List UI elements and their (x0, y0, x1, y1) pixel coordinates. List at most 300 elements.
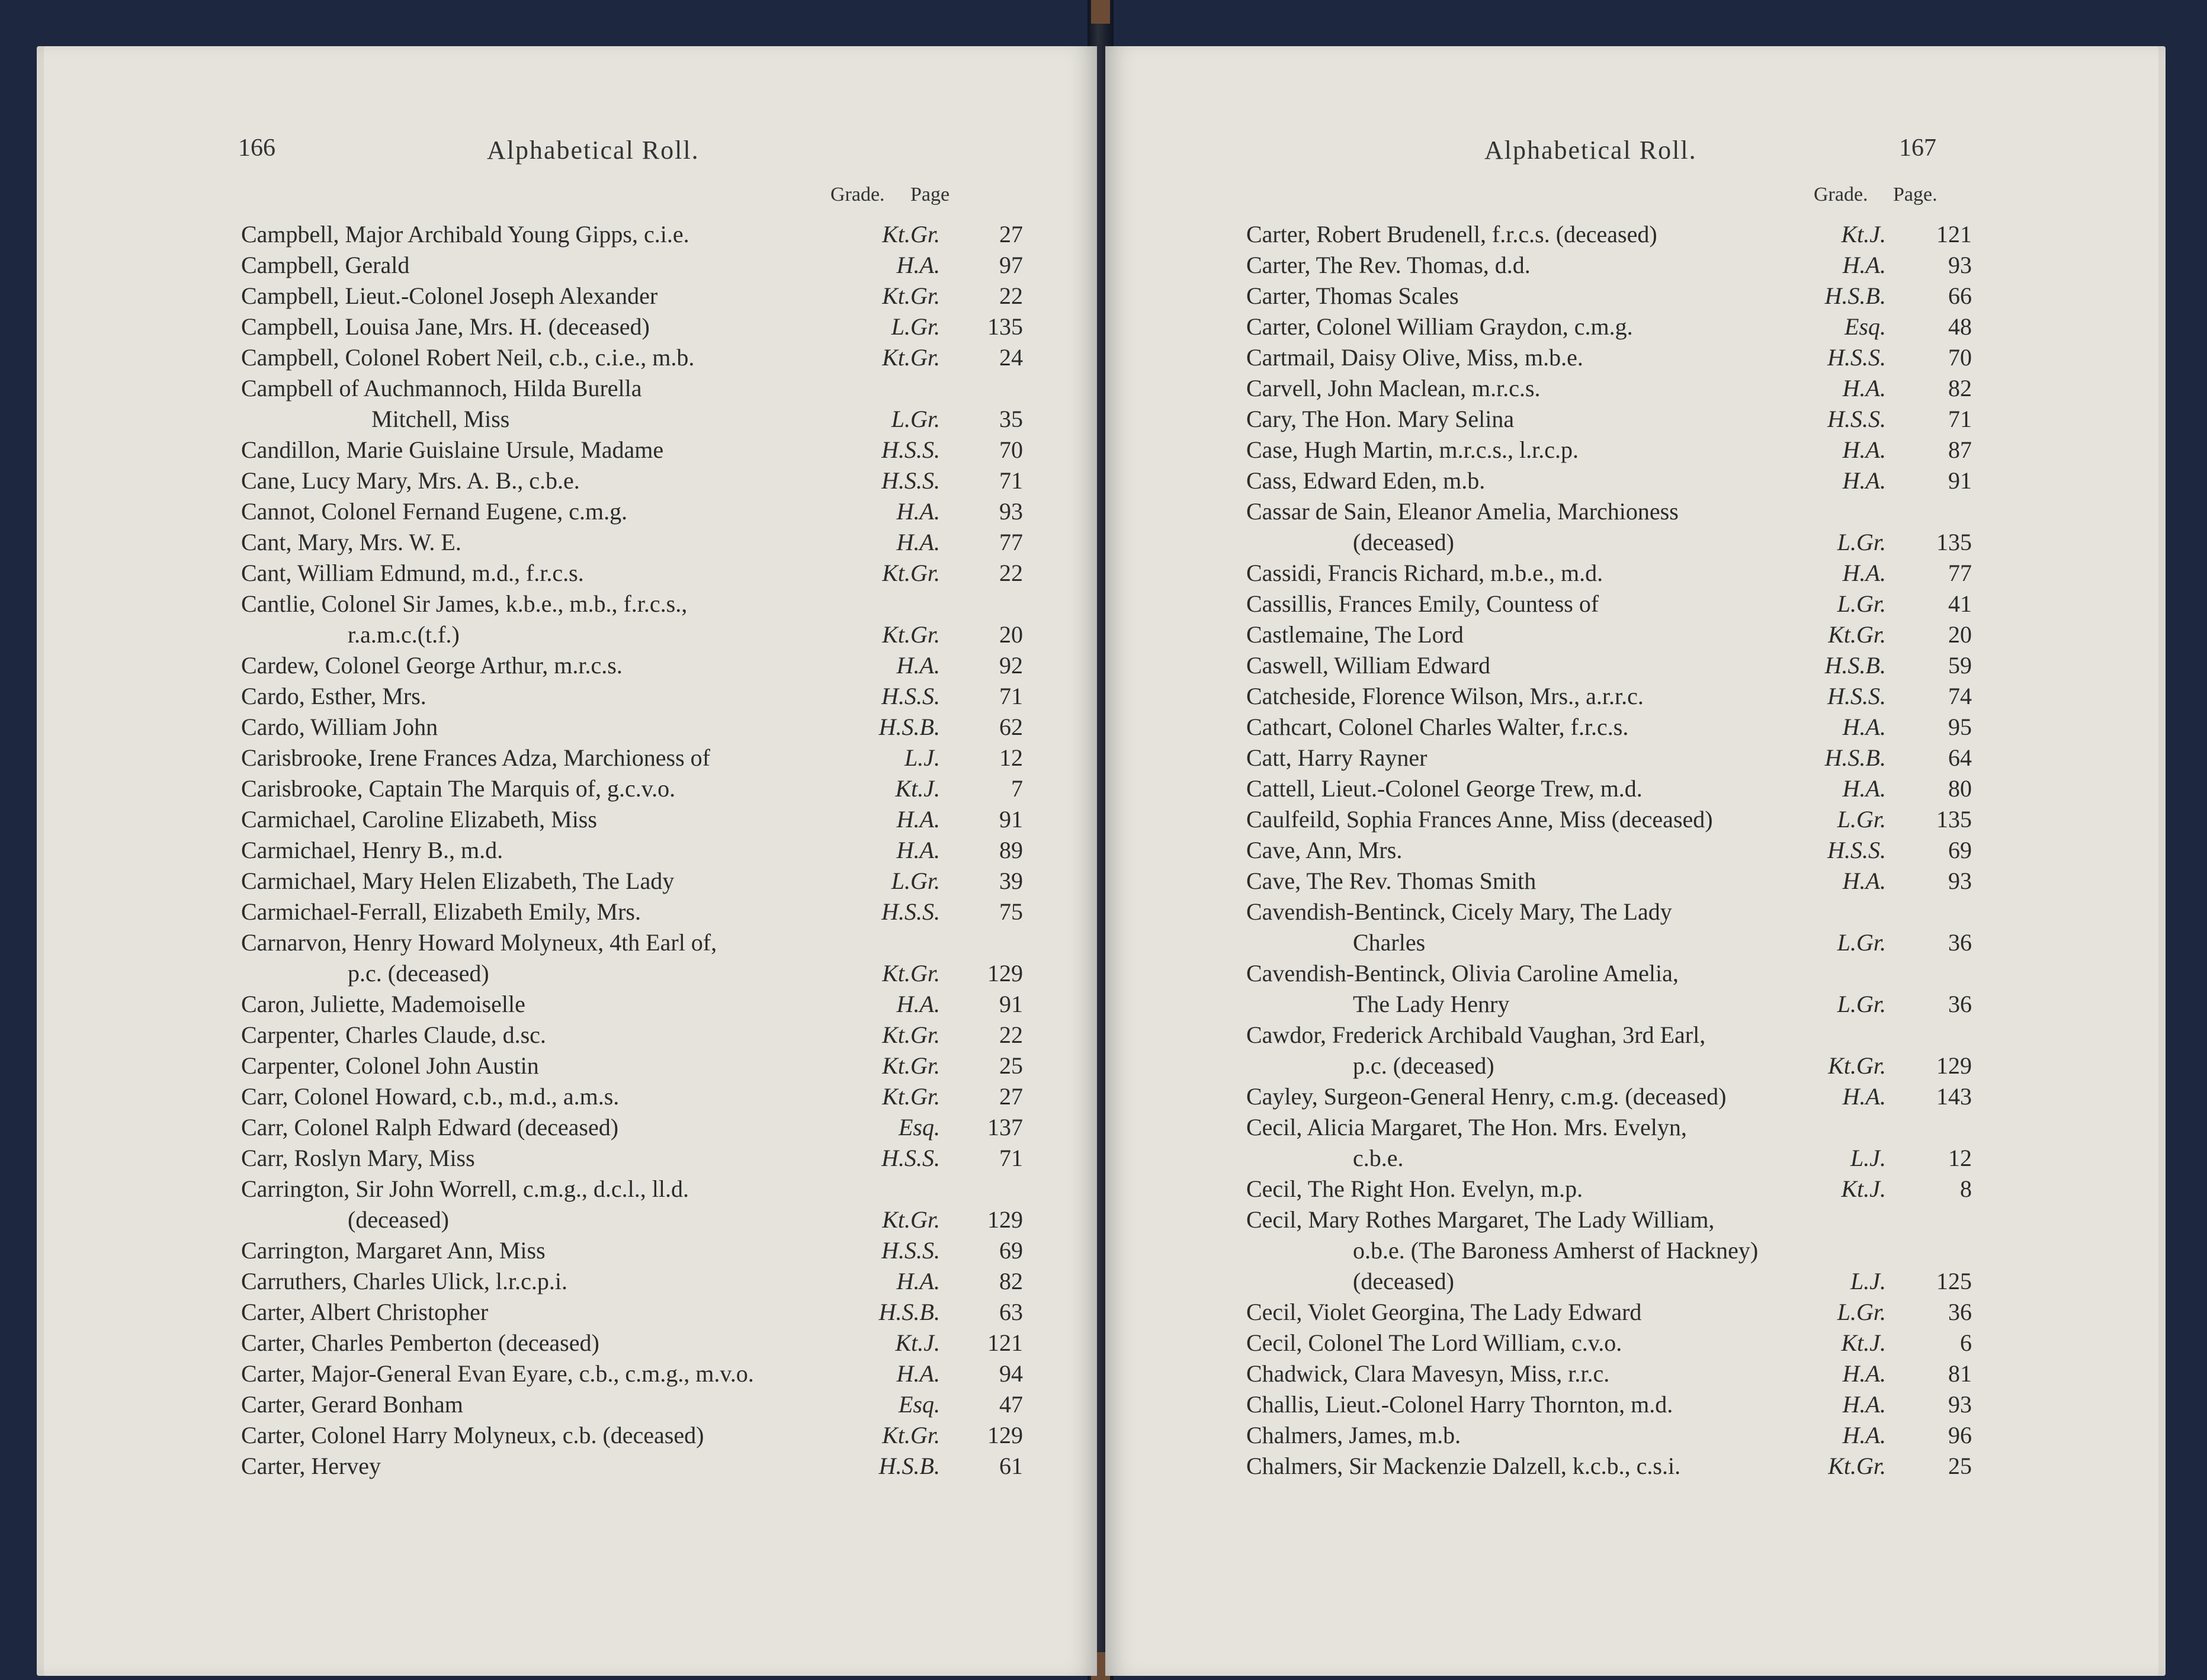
entry-name: Carter, Charles Pemberton (deceased) (241, 1329, 599, 1356)
spine-cap-top (1091, 0, 1110, 24)
entry-grade: H.A. (1842, 1360, 1886, 1387)
left-page (37, 46, 1097, 1676)
entry-name: Carruthers, Charles Ulick, l.r.c.p.i. (241, 1268, 567, 1294)
entry-grade: H.A. (1842, 375, 1886, 401)
entry-grade: H.S.S. (1827, 837, 1886, 863)
roll-entry (241, 1389, 1041, 1420)
entry-grade: H.A. (1842, 775, 1886, 802)
entry-grade: Kt.J. (1841, 1329, 1886, 1356)
entry-name: Carnarvon, Henry Howard Molyneux, 4th Earl of, (241, 929, 717, 956)
entry-name: The Lady Henry (1353, 991, 1510, 1017)
entry-name: Case, Hugh Martin, m.r.c.s., l.r.c.p. (1246, 436, 1579, 463)
entry-page: 135 (1936, 806, 1972, 833)
entry-name: Carisbrooke, Irene Frances Adza, Marchioness of (241, 744, 710, 771)
roll-entry (241, 989, 1041, 1020)
entry-page: 22 (999, 560, 1023, 586)
roll-entry (1246, 1112, 2076, 1143)
entry-name: Cassar de Sain, Eleanor Amelia, Marchioness (1246, 498, 1679, 525)
entry-name: Challis, Lieut.-Colonel Harry Thornton, m.d. (1246, 1391, 1673, 1418)
entry-name: Cattell, Lieut.-Colonel George Trew, m.d. (1246, 775, 1643, 802)
roll-entry (1246, 465, 2076, 496)
entry-grade: H.S.S. (881, 467, 940, 494)
roll-entry (1246, 958, 2076, 989)
entry-grade: H.A. (1842, 560, 1886, 586)
entry-grade: L.Gr. (1837, 529, 1886, 555)
entry-page: 36 (1948, 1299, 1972, 1325)
entry-grade: H.A. (896, 1360, 940, 1387)
entry-name: Carter, Robert Brudenell, f.r.c.s. (deceased) (1246, 221, 1657, 248)
roll-entry (1246, 219, 2076, 250)
entry-name: Campbell, Louisa Jane, Mrs. H. (deceased) (241, 313, 650, 340)
entry-page: 8 (1960, 1175, 1972, 1202)
roll-entry (241, 1112, 1041, 1143)
entry-name: Cannot, Colonel Fernand Eugene, c.m.g. (241, 498, 628, 525)
entry-name: Cayley, Surgeon-General Henry, c.m.g. (deceased) (1246, 1083, 1727, 1110)
entry-grade: H.A. (896, 252, 940, 278)
entry-page: 36 (1948, 991, 1972, 1017)
roll-entry (1246, 712, 2076, 743)
entry-grade: H.S.S. (1827, 406, 1886, 432)
entry-name: Cassidi, Francis Richard, m.b.e., m.d. (1246, 560, 1603, 586)
roll-entry (1246, 1143, 2076, 1174)
entry-grade: H.S.S. (881, 1237, 940, 1264)
entry-name: Carmichael, Caroline Elizabeth, Miss (241, 806, 597, 833)
entry-grade: H.A. (1842, 467, 1886, 494)
entry-page: 7 (1011, 775, 1023, 802)
entry-page: 135 (987, 313, 1023, 340)
entry-page: 125 (1936, 1268, 1972, 1294)
roll-entry (1246, 1020, 2076, 1051)
entry-page: 93 (999, 498, 1023, 525)
entry-page: 27 (999, 1083, 1023, 1110)
entry-name: Cavendish-Bentinck, Olivia Caroline Amelia, (1246, 960, 1679, 987)
entry-page: 82 (1948, 375, 1972, 401)
entry-name: Carmichael, Henry B., m.d. (241, 837, 503, 863)
roll-entry (241, 712, 1041, 743)
entry-grade: L.Gr. (1837, 929, 1886, 956)
entry-page: 25 (1948, 1453, 1972, 1479)
running-head: Alphabetical Roll. (1484, 136, 1697, 165)
entry-page: 94 (999, 1360, 1023, 1387)
grade-column-header: Grade. (1814, 184, 1868, 205)
entry-page: 129 (1936, 1052, 1972, 1079)
entry-grade: H.A. (896, 529, 940, 555)
roll-entry (1246, 1266, 2076, 1297)
roll-entry (1246, 1358, 2076, 1389)
entry-page: 91 (1948, 467, 1972, 494)
entry-grade: H.A. (1842, 436, 1886, 463)
entry-name: Cecil, Mary Rothes Margaret, The Lady William, (1246, 1206, 1715, 1233)
page-number: 167 (1899, 134, 1936, 162)
entry-name: c.b.e. (1353, 1145, 1404, 1171)
entry-name: Castlemaine, The Lord (1246, 621, 1464, 648)
entry-grade: Kt.Gr. (882, 1083, 940, 1110)
entry-page: 47 (999, 1391, 1023, 1418)
entry-grade: Esq. (1844, 313, 1886, 340)
entry-grade: L.Gr. (891, 313, 940, 340)
entry-page: 77 (1948, 560, 1972, 586)
entry-page: 12 (1948, 1145, 1972, 1171)
entry-grade: H.S.S. (881, 898, 940, 925)
page-number: 166 (238, 134, 275, 162)
roll-entry (1246, 404, 2076, 435)
entry-name: Cant, William Edmund, m.d., f.r.c.s. (241, 560, 584, 586)
roll-entry (1246, 496, 2076, 527)
roll-entry (241, 1328, 1041, 1358)
entry-name: Cavendish-Bentinck, Cicely Mary, The Lady (1246, 898, 1672, 925)
entry-grade: H.S.B. (878, 1299, 940, 1325)
entry-page: 62 (999, 714, 1023, 740)
entry-grade: Kt.Gr. (882, 282, 940, 309)
roll-entry (1246, 773, 2076, 804)
roll-entry (241, 927, 1041, 958)
roll-entry (1246, 743, 2076, 773)
roll-entry (1246, 1389, 2076, 1420)
entry-name: Carvell, John Maclean, m.r.c.s. (1246, 375, 1541, 401)
roll-entry (1246, 250, 2076, 281)
entry-name: Cass, Edward Eden, m.b. (1246, 467, 1486, 494)
roll-entry (1246, 804, 2076, 835)
entry-grade: H.A. (1842, 252, 1886, 278)
entry-grade: H.S.B. (1824, 282, 1886, 309)
entry-name: p.c. (deceased) (1353, 1052, 1494, 1079)
entry-grade: L.J. (904, 744, 940, 771)
entry-name: Carter, Albert Christopher (241, 1299, 489, 1325)
entry-grade: H.A. (1842, 714, 1886, 740)
entry-grade: H.S.B. (1824, 652, 1886, 679)
roll-entry (241, 1051, 1041, 1081)
entry-name: Cardo, William John (241, 714, 438, 740)
roll-entry (241, 404, 1041, 435)
entry-name: Cartmail, Daisy Olive, Miss, m.b.e. (1246, 344, 1583, 371)
entry-grade: H.A. (1842, 868, 1886, 894)
roll-entry (241, 1420, 1041, 1451)
entry-page: 96 (1948, 1422, 1972, 1448)
roll-entry (241, 1266, 1041, 1297)
entry-page: 91 (999, 991, 1023, 1017)
entry-grade: H.A. (896, 1268, 940, 1294)
roll-entries (1246, 219, 2076, 1482)
entry-name: Carpenter, Colonel John Austin (241, 1052, 539, 1079)
entry-name: Carter, Colonel Harry Molyneux, c.b. (deceased) (241, 1422, 704, 1448)
entry-grade: H.S.S. (881, 683, 940, 709)
entry-name: Campbell, Gerald (241, 252, 410, 278)
entry-page: 6 (1960, 1329, 1972, 1356)
entry-page: 20 (1948, 621, 1972, 648)
entry-name: Caron, Juliette, Mademoiselle (241, 991, 525, 1017)
entry-name: Carter, The Rev. Thomas, d.d. (1246, 252, 1531, 278)
entry-name: Cave, The Rev. Thomas Smith (1246, 868, 1536, 894)
entry-page: 36 (1948, 929, 1972, 956)
entry-name: Carter, Hervey (241, 1453, 381, 1479)
entry-name: Campbell, Colonel Robert Neil, c.b., c.i.e., m.b. (241, 344, 695, 371)
entry-name: Caulfeild, Sophia Frances Anne, Miss (deceased) (1246, 806, 1713, 833)
entry-grade: L.Gr. (1837, 1299, 1886, 1325)
entry-grade: L.Gr. (1837, 590, 1886, 617)
entry-name: Carter, Gerard Bonham (241, 1391, 463, 1418)
entry-grade: Kt.J. (895, 775, 940, 802)
roll-entry (1246, 1235, 2076, 1266)
entry-page: 35 (999, 406, 1023, 432)
roll-entry (241, 773, 1041, 804)
entry-page: 75 (999, 898, 1023, 925)
page-column-header: Page. (1893, 184, 1937, 205)
entry-name: Campbell, Major Archibald Young Gipps, c.i.e. (241, 221, 689, 248)
entry-grade: Kt.Gr. (1828, 1052, 1886, 1079)
entry-page: 135 (1936, 529, 1972, 555)
roll-entry (241, 1081, 1041, 1112)
entry-grade: H.A. (896, 652, 940, 679)
entry-name: Catcheside, Florence Wilson, Mrs., a.r.r.c. (1246, 683, 1644, 709)
entry-grade: Kt.Gr. (882, 1022, 940, 1048)
entry-page: 97 (999, 252, 1023, 278)
entry-grade: Kt.J. (895, 1329, 940, 1356)
entry-grade: Esq. (899, 1114, 940, 1141)
entry-page: 93 (1948, 868, 1972, 894)
entry-page: 95 (1948, 714, 1972, 740)
entry-grade: L.Gr. (1837, 991, 1886, 1017)
roll-entry (241, 619, 1041, 650)
entry-grade: H.S.S. (1827, 683, 1886, 709)
entry-grade: H.A. (896, 837, 940, 863)
roll-entry (241, 250, 1041, 281)
entry-page: 89 (999, 837, 1023, 863)
roll-entry (1246, 1297, 2076, 1328)
entry-page: 77 (999, 529, 1023, 555)
entry-name: Carter, Major-General Evan Eyare, c.b., c.m.g., m.v.o. (241, 1360, 754, 1387)
roll-entry (241, 281, 1041, 311)
entry-page: 27 (999, 221, 1023, 248)
roll-entry (1246, 1081, 2076, 1112)
entry-page: 129 (987, 960, 1023, 987)
entry-name: Cassillis, Frances Emily, Countess of (1246, 590, 1599, 617)
entry-page: 66 (1948, 282, 1972, 309)
entry-page: 59 (1948, 652, 1972, 679)
entry-page: 129 (987, 1422, 1023, 1448)
entry-page: 24 (999, 344, 1023, 371)
entry-name: Carr, Roslyn Mary, Miss (241, 1145, 475, 1171)
entry-grade: H.S.B. (878, 714, 940, 740)
entry-name: p.c. (deceased) (348, 960, 489, 987)
roll-entry (241, 897, 1041, 927)
entry-page: 12 (999, 744, 1023, 771)
roll-entry (241, 373, 1041, 404)
entry-name: Carisbrooke, Captain The Marquis of, g.c.v.o. (241, 775, 676, 802)
entry-page: 48 (1948, 313, 1972, 340)
roll-entry (1246, 1420, 2076, 1451)
roll-entry (1246, 927, 2076, 958)
entry-name: Carter, Colonel William Graydon, c.m.g. (1246, 313, 1633, 340)
entry-page: 121 (987, 1329, 1023, 1356)
entry-grade: Kt.Gr. (882, 560, 940, 586)
entry-name: Carter, Thomas Scales (1246, 282, 1459, 309)
roll-entry (241, 866, 1041, 897)
entry-name: (deceased) (1353, 1268, 1454, 1294)
roll-entry (1246, 342, 2076, 373)
entry-page: 92 (999, 652, 1023, 679)
entry-page: 71 (999, 1145, 1023, 1171)
roll-entry (241, 650, 1041, 681)
entry-grade: Kt.Gr. (882, 1052, 940, 1079)
roll-entry (241, 1297, 1041, 1328)
entry-name: Campbell of Auchmannoch, Hilda Burella (241, 375, 642, 401)
roll-entry (241, 1020, 1041, 1051)
entry-grade: Kt.J. (1841, 221, 1886, 248)
roll-entry (241, 958, 1041, 989)
entry-grade: L.Gr. (1837, 806, 1886, 833)
grade-column-header: Grade. (830, 184, 885, 205)
entry-name: r.a.m.c.(t.f.) (348, 621, 460, 648)
entry-name: Carmichael, Mary Helen Elizabeth, The Lady (241, 868, 675, 894)
roll-entry (241, 1143, 1041, 1174)
entry-page: 69 (999, 1237, 1023, 1264)
roll-entry (1246, 311, 2076, 342)
entry-name: Campbell, Lieut.-Colonel Joseph Alexander (241, 282, 658, 309)
entry-page: 25 (999, 1052, 1023, 1079)
roll-entry (1246, 989, 2076, 1020)
entry-page: 63 (999, 1299, 1023, 1325)
roll-entry (241, 219, 1041, 250)
roll-entry (1246, 281, 2076, 311)
entry-page: 82 (999, 1268, 1023, 1294)
entry-grade: Kt.Gr. (882, 621, 940, 648)
roll-entry (1246, 435, 2076, 465)
roll-entry (1246, 1451, 2076, 1482)
roll-entry (1246, 835, 2076, 866)
entry-name: Carr, Colonel Howard, c.b., m.d., a.m.s. (241, 1083, 620, 1110)
entry-name: Cave, Ann, Mrs. (1246, 837, 1403, 863)
entry-grade: H.S.B. (1824, 744, 1886, 771)
roll-entry (241, 1235, 1041, 1266)
entry-page: 71 (999, 467, 1023, 494)
roll-entry (1246, 527, 2076, 558)
roll-entry (1246, 681, 2076, 712)
roll-entry (1246, 650, 2076, 681)
entry-name: Charles (1353, 929, 1426, 956)
entry-grade: Esq. (899, 1391, 940, 1418)
entry-name: Carrington, Sir John Worrell, c.m.g., d.c.l., ll.d. (241, 1175, 689, 1202)
roll-entry (241, 1204, 1041, 1235)
roll-entry (241, 681, 1041, 712)
entry-grade: H.A. (896, 991, 940, 1017)
roll-entry (241, 804, 1041, 835)
entry-name: Carpenter, Charles Claude, d.sc. (241, 1022, 546, 1048)
roll-entry (1246, 866, 2076, 897)
roll-entry (241, 1451, 1041, 1482)
roll-entry (1246, 897, 2076, 927)
roll-entry (1246, 589, 2076, 619)
entry-grade: Kt.Gr. (1828, 621, 1886, 648)
roll-entry (241, 342, 1041, 373)
entry-name: (deceased) (1353, 529, 1454, 555)
roll-entries (241, 219, 1041, 1482)
entry-name: Cardew, Colonel George Arthur, m.r.c.s. (241, 652, 623, 679)
entry-page: 69 (1948, 837, 1972, 863)
entry-grade: H.A. (1842, 1083, 1886, 1110)
entry-name: Catt, Harry Rayner (1246, 744, 1428, 771)
roll-entry (241, 743, 1041, 773)
entry-name: Caswell, William Edward (1246, 652, 1491, 679)
roll-entry (1246, 1174, 2076, 1204)
entry-page: 93 (1948, 1391, 1972, 1418)
roll-entry (241, 835, 1041, 866)
entry-name: Candillon, Marie Guislaine Ursule, Madame (241, 436, 664, 463)
roll-entry (1246, 619, 2076, 650)
entry-name: Cawdor, Frederick Archibald Vaughan, 3rd Earl, (1246, 1022, 1706, 1048)
entry-grade: H.A. (896, 806, 940, 833)
entry-grade: Kt.Gr. (882, 221, 940, 248)
entry-grade: Kt.Gr. (1828, 1453, 1886, 1479)
entry-name: Cecil, Alicia Margaret, The Hon. Mrs. Evelyn, (1246, 1114, 1687, 1141)
entry-grade: Kt.Gr. (882, 960, 940, 987)
entry-page: 81 (1948, 1360, 1972, 1387)
roll-entry (241, 435, 1041, 465)
entry-name: Cary, The Hon. Mary Selina (1246, 406, 1515, 432)
roll-entry (1246, 1051, 2076, 1081)
entry-name: (deceased) (348, 1206, 449, 1233)
entry-name: Cant, Mary, Mrs. W. E. (241, 529, 461, 555)
entry-page: 41 (1948, 590, 1972, 617)
entry-page: 70 (1948, 344, 1972, 371)
entry-page: 22 (999, 282, 1023, 309)
entry-page: 137 (987, 1114, 1023, 1141)
entry-name: Cantlie, Colonel Sir James, k.b.e., m.b., f.r.c.s., (241, 590, 688, 617)
entry-grade: H.A. (896, 498, 940, 525)
entry-name: Cardo, Esther, Mrs. (241, 683, 426, 709)
entry-name: Cathcart, Colonel Charles Walter, f.r.c.s. (1246, 714, 1629, 740)
entry-page: 121 (1936, 221, 1972, 248)
entry-grade: L.J. (1850, 1145, 1886, 1171)
entry-page: 91 (999, 806, 1023, 833)
entry-name: Chalmers, James, m.b. (1246, 1422, 1461, 1448)
roll-entry (241, 496, 1041, 527)
entry-name: Carr, Colonel Ralph Edward (deceased) (241, 1114, 619, 1141)
entry-name: Chalmers, Sir Mackenzie Dalzell, k.c.b., c.s.i. (1246, 1453, 1681, 1479)
right-page (1105, 46, 2166, 1676)
entry-page: 74 (1948, 683, 1972, 709)
entry-grade: Kt.Gr. (882, 1422, 940, 1448)
roll-entry (1246, 1328, 2076, 1358)
roll-entry (241, 558, 1041, 589)
entry-page: 61 (999, 1453, 1023, 1479)
roll-entry (241, 311, 1041, 342)
entry-page: 93 (1948, 252, 1972, 278)
entry-grade: H.S.S. (1827, 344, 1886, 371)
entry-grade: H.S.S. (881, 1145, 940, 1171)
roll-entry (241, 1358, 1041, 1389)
entry-page: 71 (1948, 406, 1972, 432)
entry-grade: Kt.Gr. (882, 344, 940, 371)
roll-entry (241, 465, 1041, 496)
entry-grade: H.S.B. (878, 1453, 940, 1479)
page-column-header: Page (910, 184, 950, 205)
entry-page: 64 (1948, 744, 1972, 771)
entry-page: 143 (1936, 1083, 1972, 1110)
entry-grade: H.A. (1842, 1391, 1886, 1418)
entry-page: 87 (1948, 436, 1972, 463)
roll-entry (1246, 558, 2076, 589)
entry-name: Chadwick, Clara Mavesyn, Miss, r.r.c. (1246, 1360, 1610, 1387)
entry-grade: Kt.J. (1841, 1175, 1886, 1202)
entry-grade: H.S.S. (881, 436, 940, 463)
entry-page: 80 (1948, 775, 1972, 802)
entry-name: Carrington, Margaret Ann, Miss (241, 1237, 546, 1264)
entry-grade: L.J. (1850, 1268, 1886, 1294)
entry-name: Cecil, The Right Hon. Evelyn, m.p. (1246, 1175, 1583, 1202)
entry-grade: H.A. (1842, 1422, 1886, 1448)
entry-name: Cane, Lucy Mary, Mrs. A. B., c.b.e. (241, 467, 580, 494)
entry-page: 22 (999, 1022, 1023, 1048)
